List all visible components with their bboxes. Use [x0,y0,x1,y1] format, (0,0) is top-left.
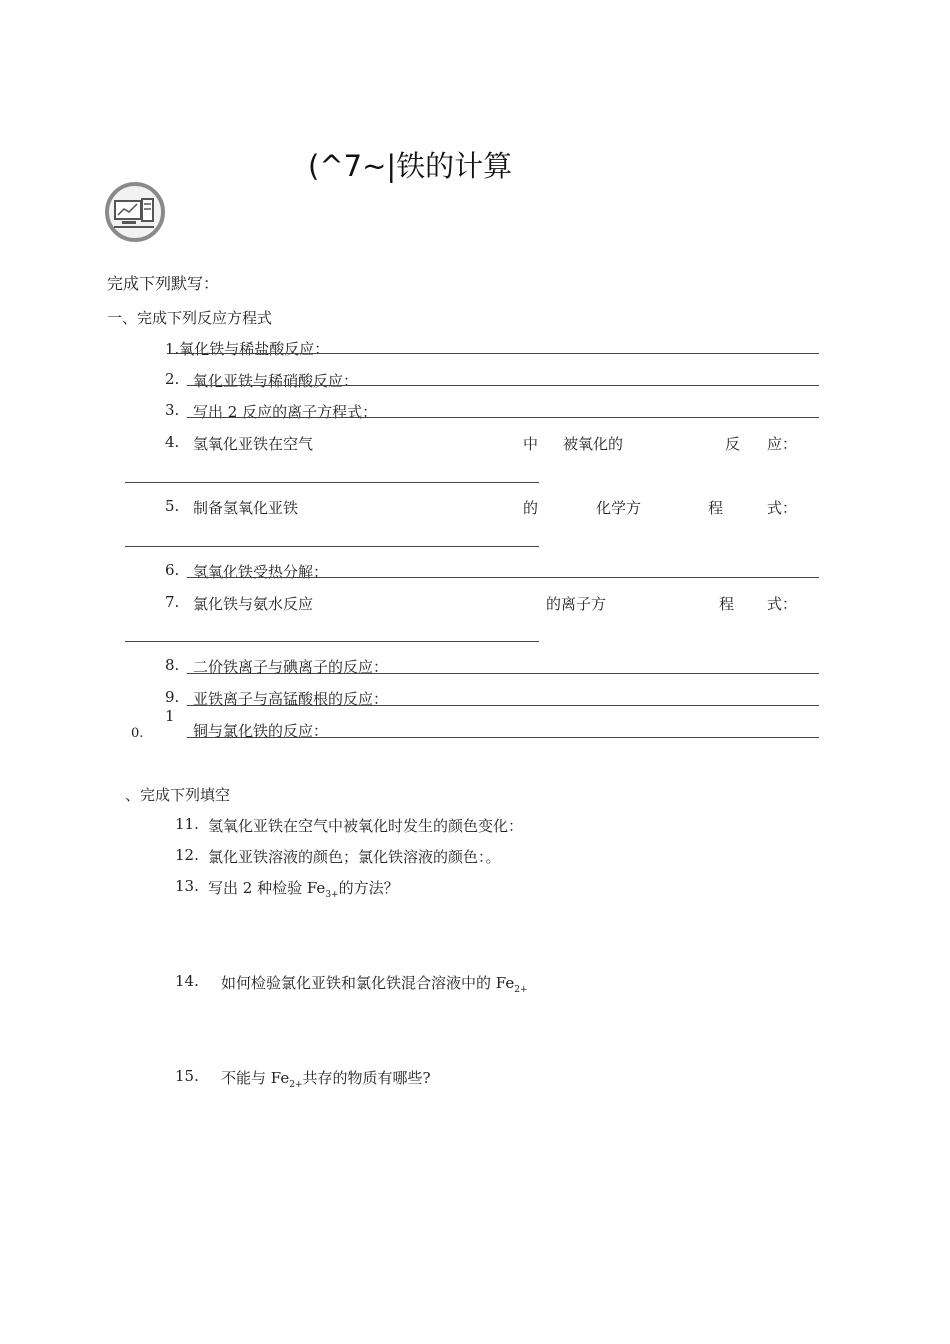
question-4-text-d: 反 [725,435,741,453]
question-3-text: 写出 2 反应的离子方程式： [193,403,378,421]
question-11-text: 氢氧化亚铁在空气中被氧化时发生的颜色变化： [208,817,524,835]
page-title: (^7~|铁的计算 [308,149,513,183]
question-9-text: 亚铁离子与高锰酸根的反应： [193,690,389,708]
question-14-number: 14. [175,972,199,990]
question-15-post: 共存的物质有哪些? [302,1069,431,1087]
question-13-post: 的方法？ [338,879,399,897]
question-10-number-bottom: 0. [131,726,144,741]
answer-line-1[interactable] [167,353,819,354]
question-4-text-e: 应： [767,435,798,453]
question-12-text: 氯化亚铁溶液的颜色；氯化铁溶液的颜色：。 [208,848,501,866]
question-13-text [208,877,399,900]
question-4-number: 4. [165,433,180,451]
question-9-number: 9. [165,688,180,706]
question-5-text-e: 式： [767,499,798,517]
question-3-number: 3. [165,401,180,419]
question-12-number: 12. [175,846,199,864]
section-1-heading: 一、完成下列反应方程式 [107,309,273,327]
question-13-number: 13. [175,877,199,895]
question-13-pre: 写出 2 种检验 Fe [208,879,326,897]
question-10-text: 铜与氯化铁的反应： [193,722,329,740]
question-5-text-d: 程 [708,499,724,517]
answer-line-7[interactable] [125,641,539,642]
question-1: 1.氧化铁与稀盐酸反应： [165,340,330,358]
question-6-number: 6. [165,561,180,579]
question-10-number-top: 1 [165,707,175,725]
question-4-text-a: 氢氧化亚铁在空气 [193,435,314,453]
question-14-pre: 如何检验氯化亚铁和氯化铁混合溶液中的 Fe [221,974,515,992]
question-14-text [221,972,528,995]
monitor-chart-icon [104,182,168,244]
question-15-ion: 2+ [289,1080,303,1090]
answer-line-10[interactable] [187,737,819,738]
answer-line-5[interactable] [125,546,539,547]
question-7-number: 7. [165,593,180,611]
answer-line-4[interactable] [125,482,539,483]
question-15-text [221,1067,431,1090]
question-8-text: 二价铁离子与碘离子的反应： [193,658,389,676]
question-15-pre: 不能与 Fe [221,1069,290,1087]
answer-line-2[interactable] [187,385,819,386]
question-13-ion: 3+ [325,890,339,900]
question-2-text: 氧化亚铁与稀硝酸反应： [193,372,359,390]
question-11-number: 11. [175,815,199,833]
answer-line-9[interactable] [187,705,819,706]
question-8-number: 8. [165,656,180,674]
section-2-heading: 、完成下列填空 [125,786,231,804]
question-7-text-b: 的离子方 [546,595,607,613]
question-15-number: 15. [175,1067,199,1085]
answer-line-6[interactable] [187,577,819,578]
question-5-text-c: 化学方 [596,499,642,517]
question-7-text-d: 式： [767,595,798,613]
question-5-text-b: 的 [523,499,539,517]
question-6-text: 氢氧化铁受热分解： [193,563,329,581]
question-14-ion: 2+ [514,985,528,995]
question-2-number: 2. [165,370,180,388]
answer-line-3[interactable] [187,417,819,418]
answer-line-8[interactable] [187,673,819,674]
question-5-text-a: 制备氢氧化亚铁 [193,499,299,517]
question-7-text-a: 氯化铁与氨水反应 [193,595,314,613]
question-5-number: 5. [165,497,180,515]
question-7-text-c: 程 [719,595,735,613]
question-4-text-c: 被氧化的 [563,435,624,453]
question-4-text-b: 中 [523,435,539,453]
intro-text: 完成下列默写： [107,274,220,293]
